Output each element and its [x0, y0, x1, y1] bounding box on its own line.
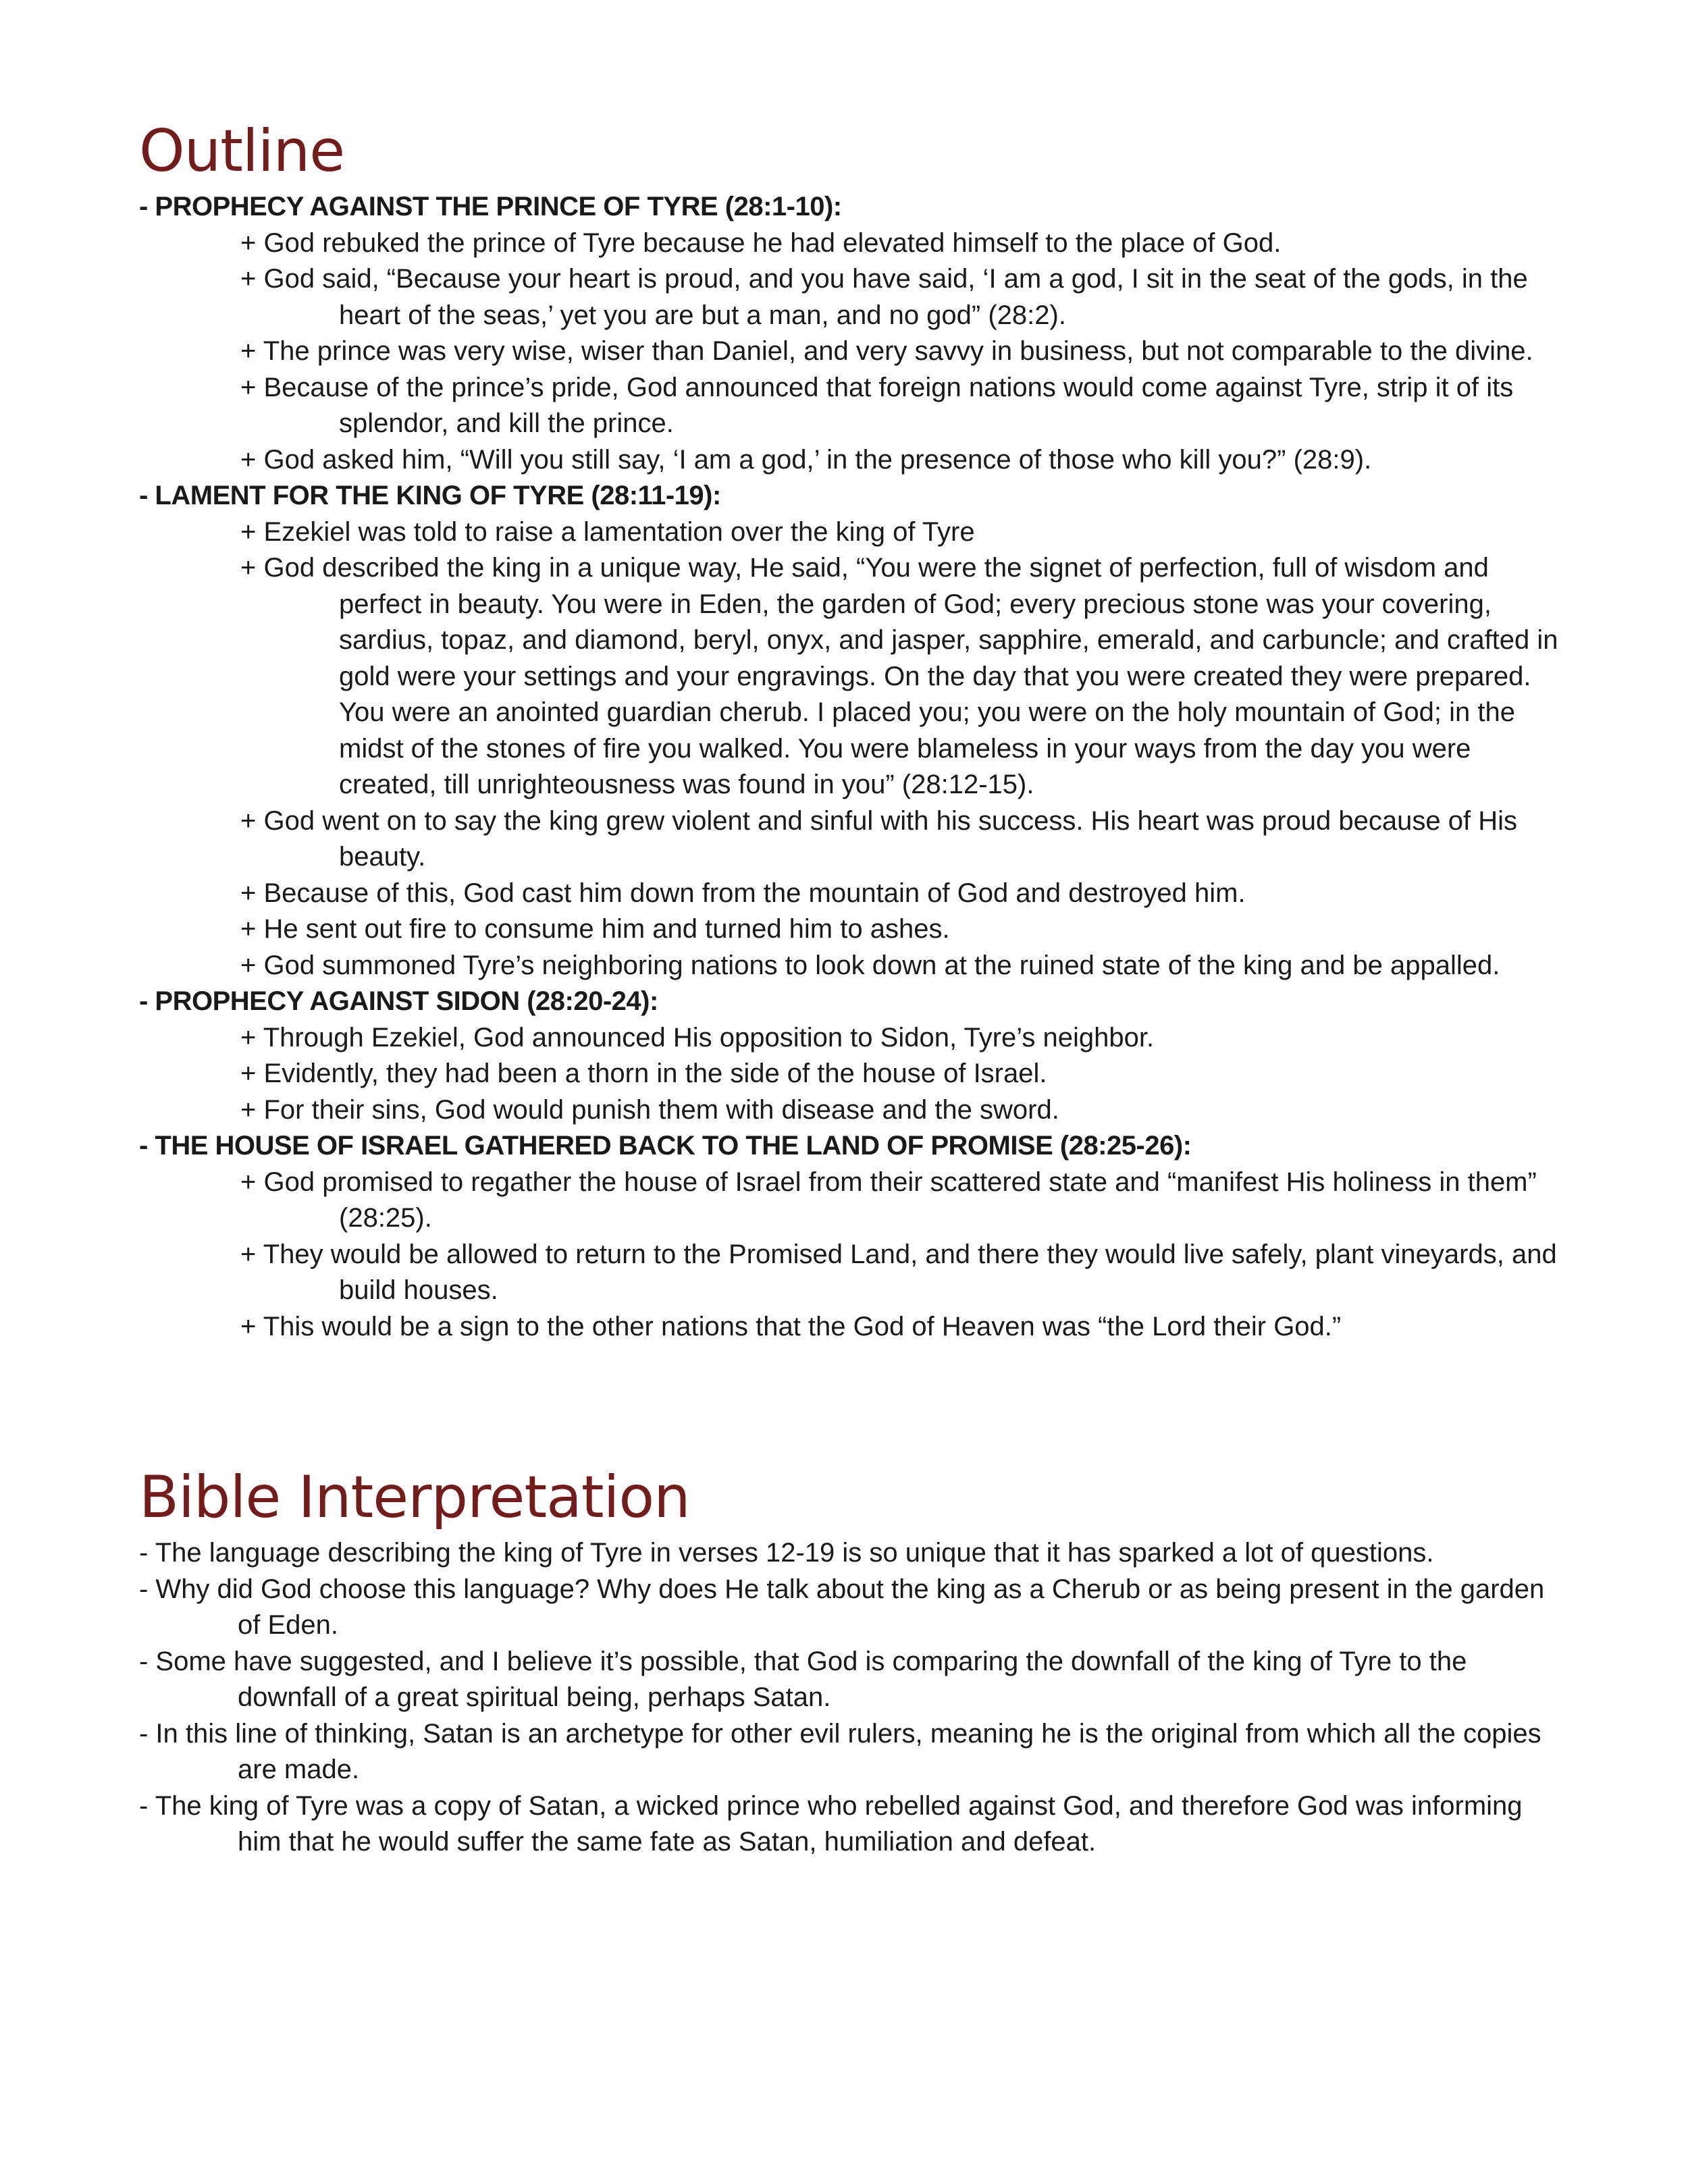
outline-point: + God said, “Because your heart is proud, and you have said, ‘I am a god, I sit in the seat of the gods, in the heart of the seas,’ yet you are but a man, and no god” (28:2). [240, 264, 1528, 330]
outline-point: + God promised to regather the house of Israel from their scattered state and “manifest His holiness in them” (28:25). [240, 1167, 1537, 1233]
interpretation-item: - Some have suggested, and I believe it’s possible, that God is comparing the downfall of the king of Tyre to the downfall of a great spiritual being, perhaps Satan. [139, 1646, 1467, 1712]
outline-point: + For their sins, God would punish them with disease and the sword. [240, 1094, 1059, 1125]
section-title: - LAMENT FOR THE KING OF TYRE (28:11-19): [139, 481, 721, 510]
outline-point: + God asked him, “Will you still say, ‘I am a god,’ in the presence of those who kill you?” (28:9). [240, 444, 1372, 475]
outline-point: + Because of the prince’s pride, God announced that foreign nations would come against Tyre, strip it of its splendor, and kill the prince. [240, 372, 1514, 438]
outline-point: + He sent out fire to consume him and turned him to ashes. [240, 914, 950, 944]
section-spacer [139, 1345, 1571, 1460]
outline-section [139, 189, 1571, 478]
outline-point: + Because of this, God cast him down from the mountain of God and destroyed him. [240, 878, 1246, 908]
outline-point: + They would be allowed to return to the Promised Land, and there they would live safely, plant vineyards, and build houses. [240, 1239, 1557, 1305]
outline-section [139, 1128, 1571, 1345]
document-page [139, 113, 1571, 1861]
outline-point: + Through Ezekiel, God announced His opposition to Sidon, Tyre’s neighbor. [240, 1022, 1155, 1053]
outline-point: + God summoned Tyre’s neighboring nations to look down at the ruined state of the king and be appalled. [240, 950, 1500, 980]
section-title: - PROPHECY AGAINST SIDON (28:20-24): [139, 986, 658, 1016]
section-title: - THE HOUSE OF ISRAEL GATHERED BACK TO THE LAND OF PROMISE (28:25-26): [139, 1131, 1192, 1161]
outline-point: + Evidently, they had been a thorn in the side of the house of Israel. [240, 1059, 1047, 1088]
outline-point: + This would be a sign to the other nations that the God of Heaven was “the Lord their God.” [240, 1311, 1342, 1341]
outline-body [139, 189, 1571, 1345]
outline-section [139, 984, 1571, 1128]
interpretation-item: - Why did God choose this language? Why does He talk about the king as a Cherub or as being present in the garden of Eden. [139, 1574, 1545, 1640]
outline-section [139, 478, 1571, 984]
outline-point: + The prince was very wise, wiser than Daniel, and very savvy in business, but not comparable to the divine. [240, 336, 1533, 366]
outline-heading: Outline [139, 117, 345, 185]
interpretation-heading: Bible Interpretation [139, 1464, 690, 1531]
outline-point: + God rebuked the prince of Tyre because he had elevated himself to the place of God. [240, 228, 1282, 258]
outline-point: + God went on to say the king grew violent and sinful with his success. His heart was proud because of His beauty. [240, 805, 1517, 872]
interpretation-item: - The language describing the king of Tyre in verses 12-19 is so unique that it has sparked a lot of questions. [139, 1538, 1434, 1568]
interpretation-item: - In this line of thinking, Satan is an archetype for other evil rulers, meaning he is the original from which all the copies are made. [139, 1718, 1541, 1784]
outline-point: + Ezekiel was told to raise a lamentation over the king of Tyre [240, 516, 975, 547]
section-title: - PROPHECY AGAINST THE PRINCE OF TYRE (28:1-10): [139, 192, 842, 221]
interpretation-body [139, 1535, 1571, 1861]
outline-point: + God described the king in a unique way, He said, “You were the signet of perfection, full of wisdom and perfect in beauty. You were in Eden, the garden of God; every precious stone was your covering, sardius, topaz, and diamond, beryl, onyx, and jasper, sapphire, emerald, and carbuncle; and crafted in gold were your settings and your engravings. On the day that you were created they were prepared. You were an anointed guardian cherub. I placed you; you were on the holy mountain of God; in the midst of the stones of fire you walked. You were blameless in your ways from the day you were created, till unrighteousness was found in you” (28:12-15). [240, 553, 1558, 799]
interpretation-item: - The king of Tyre was a copy of Satan, a wicked prince who rebelled against God, and therefore God was informing him that he would suffer the same fate as Satan, humiliation and defeat. [139, 1790, 1523, 1857]
